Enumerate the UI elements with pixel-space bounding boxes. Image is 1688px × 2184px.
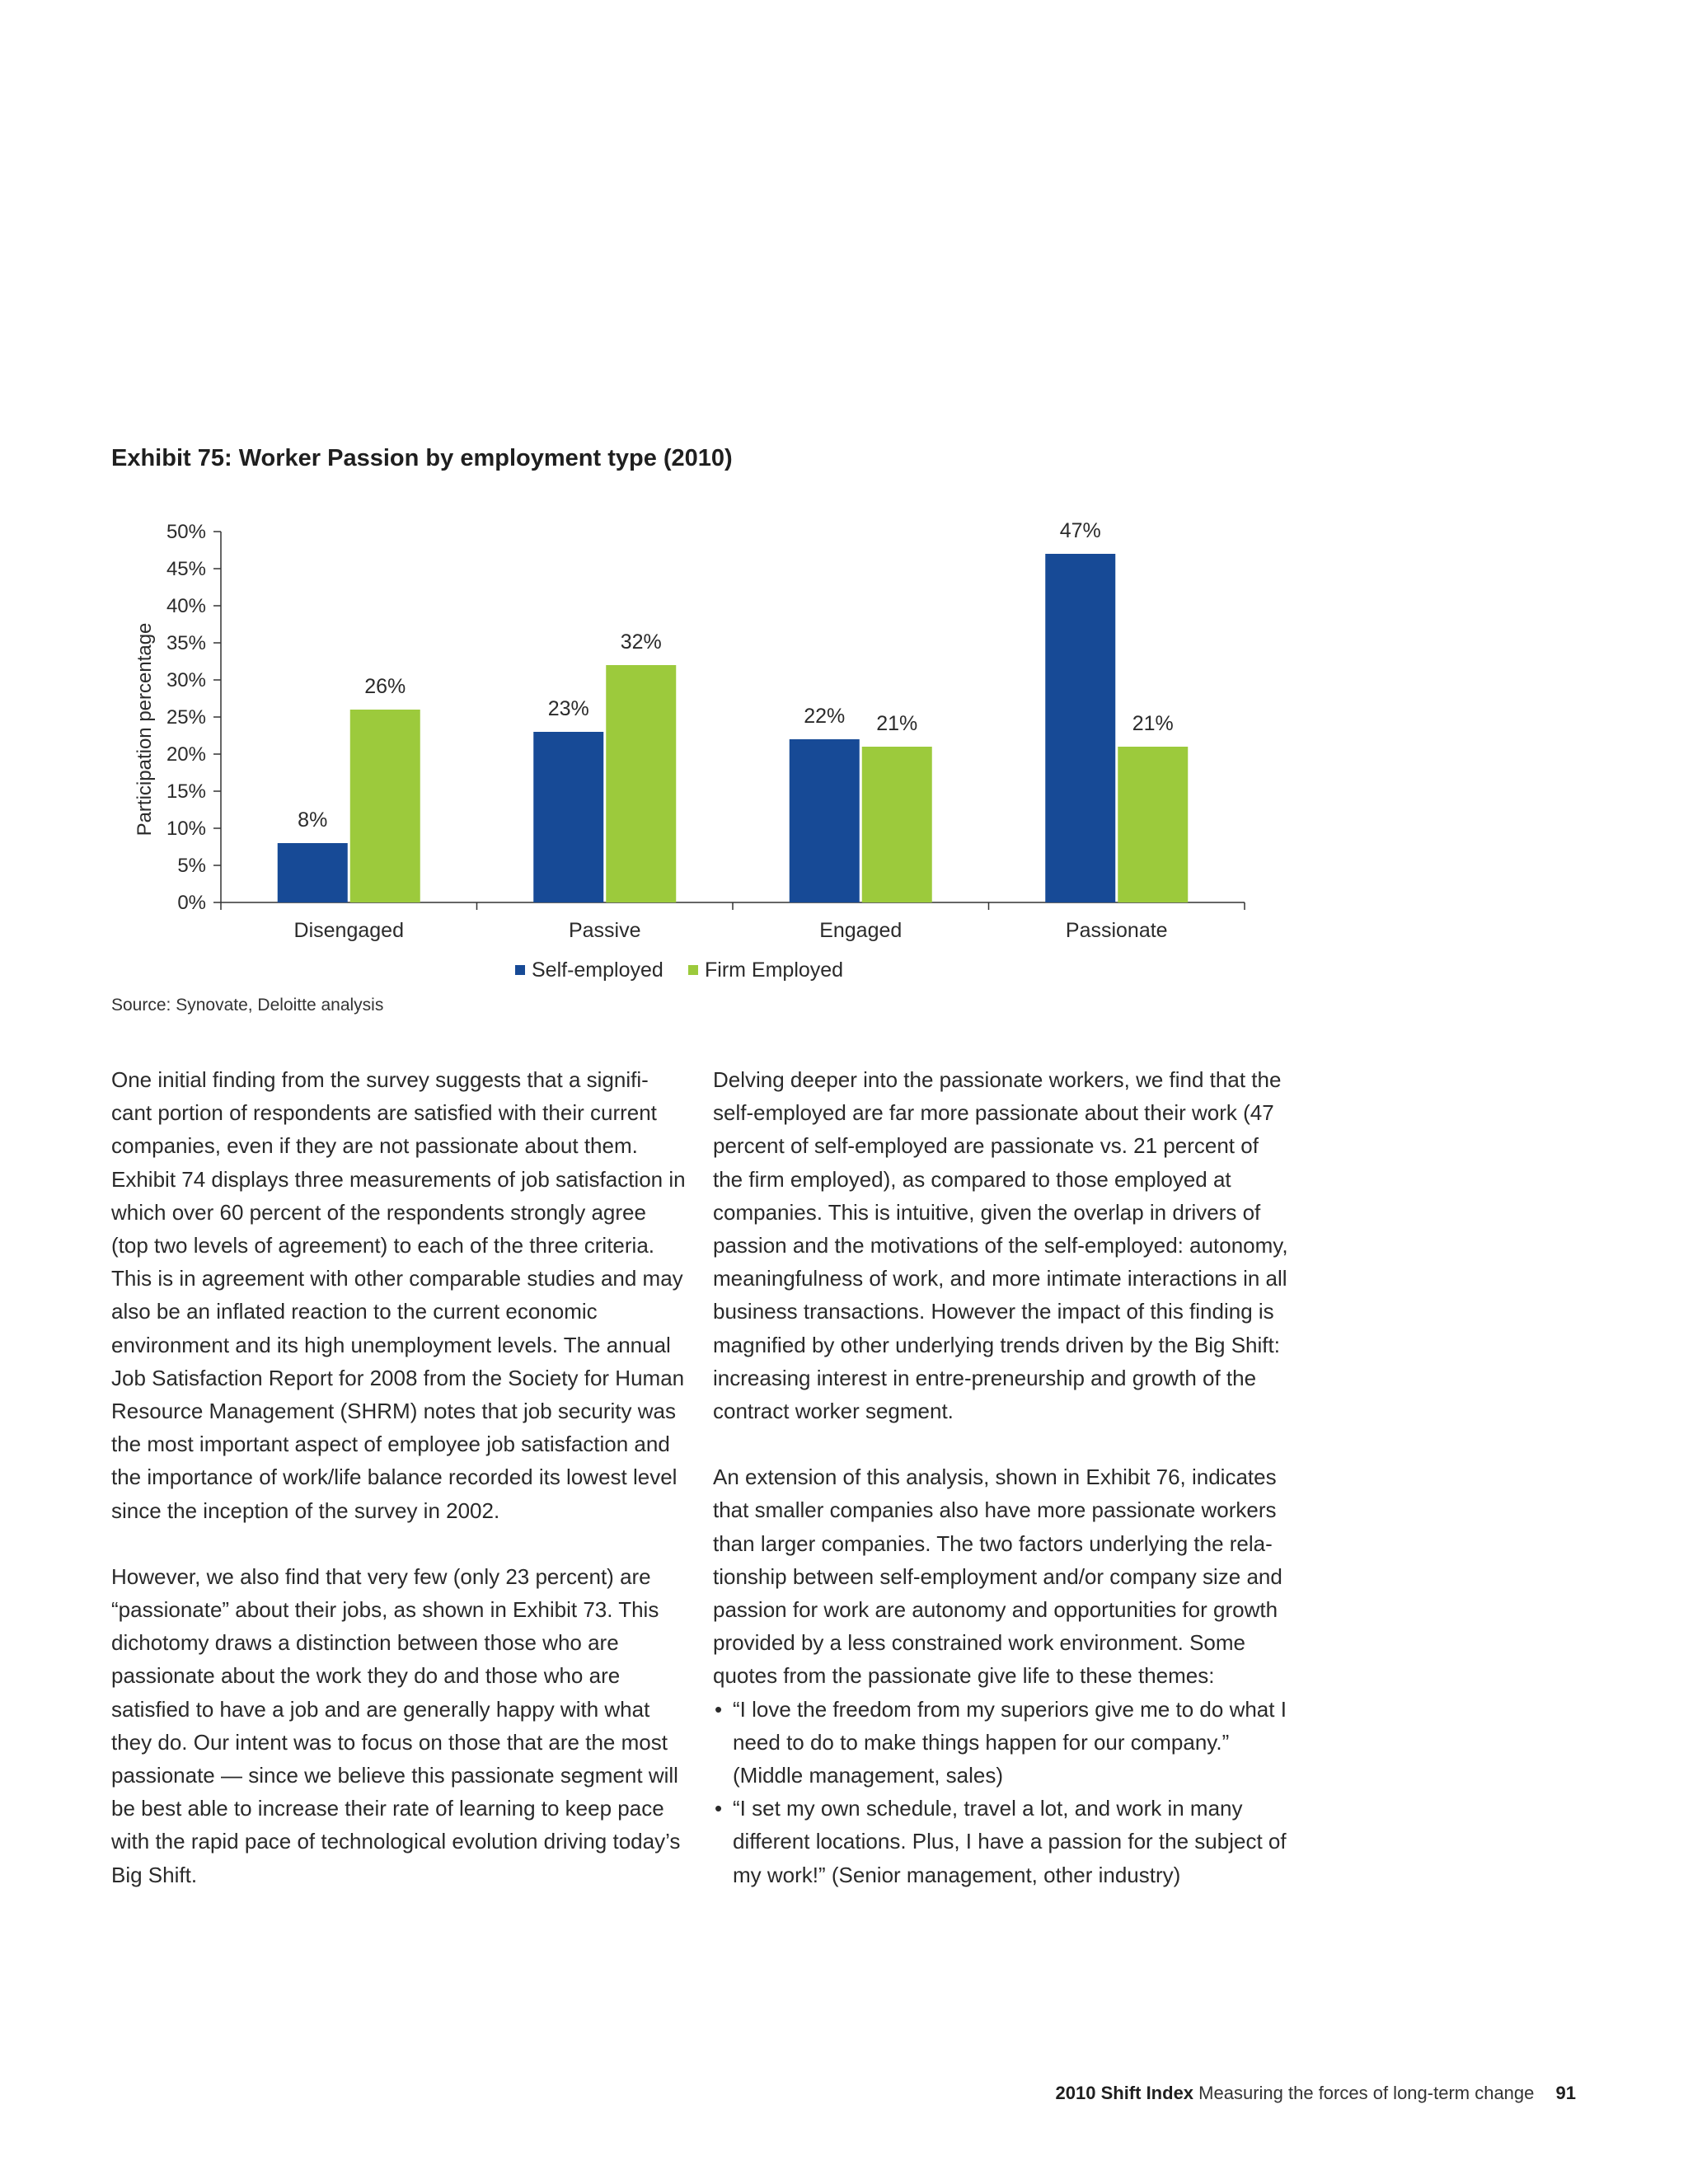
footer-title: 2010 Shift Index [1055,2083,1194,2103]
paragraph: One initial finding from the survey suggests that a signifi-cant portion of respondents are satisfied with their current companies, even if they are not passionate about them. Exhibit 74 displays three measurements of job satisfaction in which over 60 percent of the respondents strongly agree (top two levels of agreement) to each of the three criteria. This is in agreement with other comparable studies and may also be an inflated reaction to the current economic environment and its high unemployment levels. The annual Job Satisfaction Report for 2008 from the Society for Human Resource Management (SHRM) notes that job security was the most important aspect of employee job satisfaction and the importance of work/life balance recorded its lowest level since the inception of the survey in 2002. [111,1067,686,1523]
bar-firm-employed [1118,747,1188,902]
paragraph: An extension of this analysis, shown in Exhibit 76, indicates that smaller companies also have more passionate workers than larger companies. The two factors underlying the rela-tionship between self-employment and/or company size and passion for work are autonomy and opportunities for growth provided by a less constrained work environment. Some quotes from the passionate give life to these themes: [713,1465,1282,1689]
legend-swatch [688,965,698,975]
data-label: 32% [620,630,662,654]
y-tick-label: 45% [166,558,206,580]
right-column [713,1063,1290,1891]
y-axis-title: Participation percentage [134,622,156,837]
y-tick-label: 25% [166,706,206,729]
exhibit-title: Exhibit 75: Worker Passion by employment type (2010) [111,445,733,471]
legend-swatch [515,965,525,975]
page-number: 91 [1555,2083,1576,2103]
data-label: 26% [364,675,406,698]
left-column [111,1063,688,1891]
paragraph: Delving deeper into the passionate workers, we find that the self-employed are far more passionate about their work (47 percent of self-employed are passionate vs. 21 percent of the firm employed), as compared to those employed at companies. This is intuitive, given the overlap in drivers of passion and the motivations of the self-employed: autonomy, meaningfulness of work, and more intimate interactions in all business transactions. However the impact of this finding is magnified by other underlying trends driven by the Big Shift: increasing interest in entre-preneurship and growth of the contract worker segment. [713,1067,1288,1424]
quote-item: • “I love the freedom from my superiors give me to do what I need to do to make things happen for our company.” (Middle management, sales) [713,1693,1290,1793]
y-tick-label: 0% [177,892,206,914]
y-tick-label: 50% [166,521,206,543]
bar-firm-employed [350,710,420,902]
bar-chart [0,494,1286,989]
y-tick-label: 10% [166,818,206,840]
footer-subtitle: Measuring the forces of long-term change [1198,2083,1535,2103]
y-tick-label: 20% [166,743,206,766]
bar-self-employed [790,739,860,902]
bar-self-employed [278,843,348,902]
y-tick-label: 30% [166,669,206,691]
data-label: 21% [1132,712,1174,735]
y-tick-label: 40% [166,595,206,617]
legend-label: Self-employed [532,958,663,982]
legend-label: Firm Employed [705,958,844,982]
bar-firm-employed [862,747,932,902]
source-note: Source: Synovate, Deloitte analysis [111,996,384,1015]
x-tick-label: Disengaged [293,919,404,942]
data-label: 23% [547,697,589,720]
paragraph: However, we also find that very few (only 23 percent) are “passionate” about their jobs, as shown in Exhibit 73. This dichotomy draws a distinction between those who are passionate about the work they do and those who are satisfied to have a job and are generally happy with what they do. Our intent was to focus on those that are the most passionate — since we believe this passionate segment will be best able to increase their rate of learning to keep pace with the rapid pace of technological evolution driving today’s Big Shift. [111,1563,681,1887]
quote-item: • “I set my own schedule, travel a lot, and work in many different locations. Plus, I have a passion for the subject of my work!” (Senior management, other industry) [713,1792,1290,1891]
bar-firm-employed [606,665,676,902]
bar-self-employed [533,732,603,902]
data-label: 22% [804,705,846,728]
data-label: 21% [876,712,918,735]
y-tick-label: 15% [166,780,206,803]
bar-self-employed [1045,554,1115,902]
x-tick-label: Passive [568,919,641,942]
y-tick-label: 5% [177,855,206,877]
y-tick-label: 35% [166,632,206,654]
page-footer [1056,2083,1576,2104]
data-label: 47% [1059,519,1101,542]
quote-list [713,1693,1290,1891]
x-tick-label: Engaged [819,919,903,942]
x-tick-label: Passionate [1065,919,1168,942]
data-label: 8% [298,808,328,832]
